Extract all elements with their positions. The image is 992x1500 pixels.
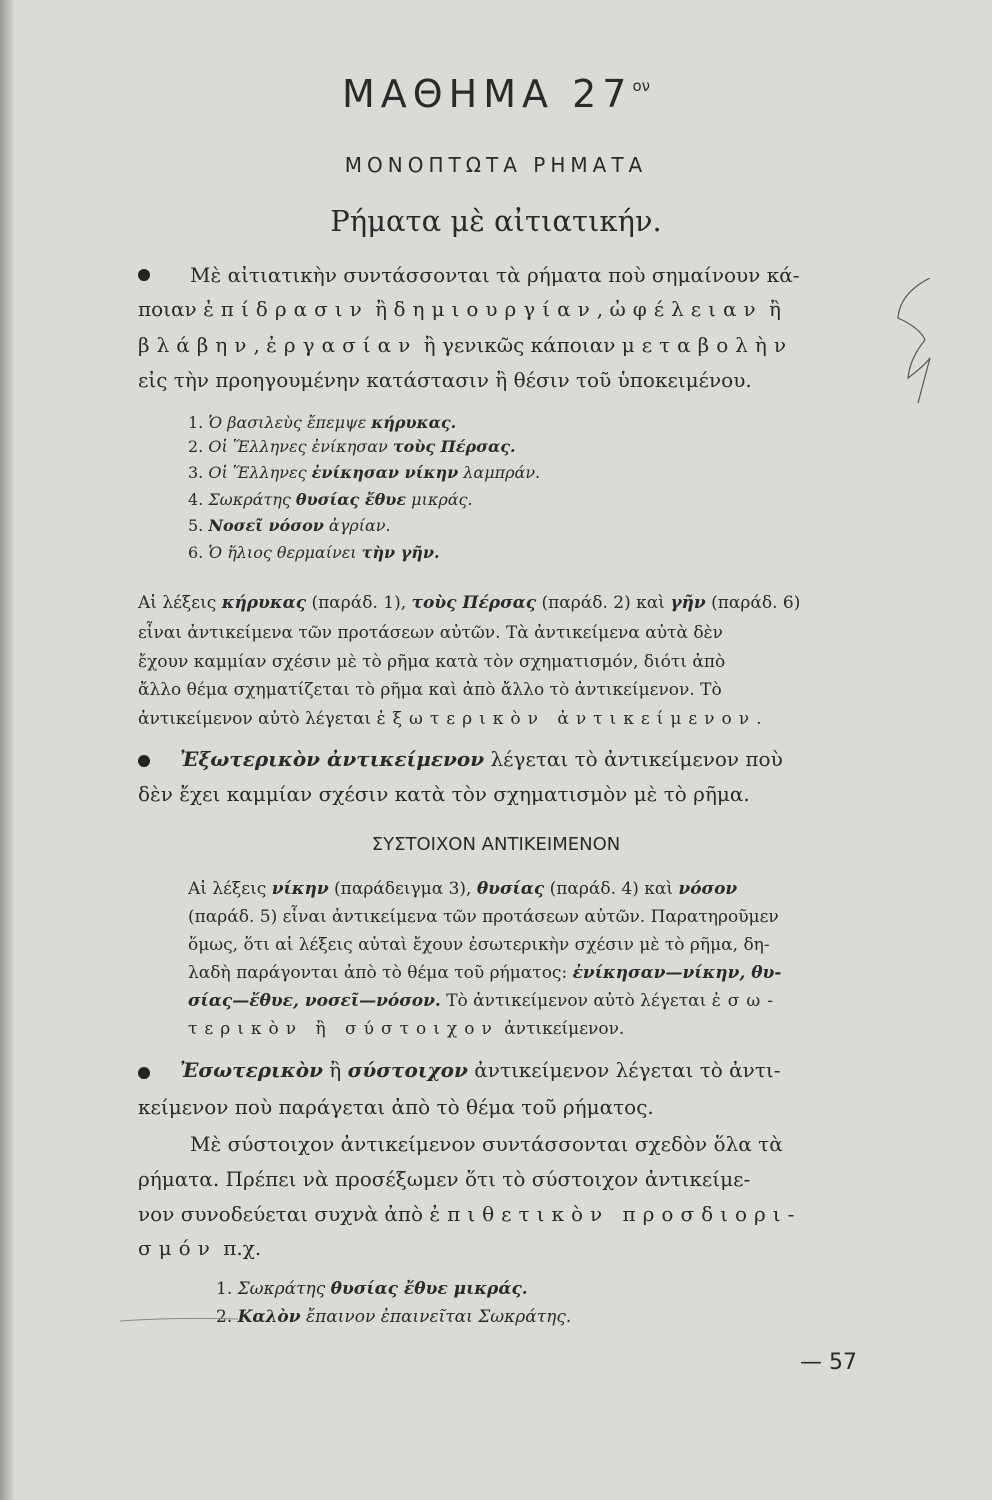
para1-line-5: ἀντικείμενον αὐτὸ λέγεται ἐξωτερικὸν ἀντικείμενον. — [138, 709, 769, 729]
example-item: 4. Σωκράτης θυσίας ἔθυε μικράς. — [188, 490, 473, 509]
para3-line-3: νον συνοδεύεται συχνὰ ἀπὸ ἐπιθετικὸν προσδιορι- — [138, 1202, 802, 1226]
example-item: 2. Καλὸν ἔπαινον ἐπαινεῖται Σωκράτης. — [216, 1307, 572, 1327]
bullet-icon — [138, 755, 150, 767]
para1-line-4: ἄλλο θέμα σχηματίζεται τὸ ρῆμα καὶ ἀπὸ ἄλλο τὸ ἀντικείμενον. Τὸ — [138, 680, 722, 700]
section-heading-2: ΣΥΣΤΟΙΧΟΝ ΑΝΤΙΚΕΙΜΕΝΟΝ — [371, 834, 621, 855]
para3-line-2: ρήματα. Πρέπει νὰ προσέξωμεν ὅτι τὸ σύστοιχον ἀντικείμε- — [138, 1167, 751, 1191]
para1-line-3: ἔχουν καμμίαν σχέσιν μὲ τὸ ρῆμα κατὰ τὸν σχηματισμόν, διότι ἀπὸ — [138, 652, 726, 672]
lesson-subtitle: ΜΟΝΟΠΤΩΤΑ ΡΗΜΑΤΑ — [344, 153, 648, 177]
example-item: 1. Ὁ βασιλεὺς ἔπεμψε κήρυκας. — [188, 413, 457, 432]
example-item: 2. Οἱ Ἕλληνες ἐνίκησαν τοὺς Πέρσας. — [188, 437, 516, 456]
section-heading: Ρήματα μὲ αἰτιατικήν. — [330, 204, 662, 238]
rule2-line-2: κείμενον ποὺ παράγεται ἀπὸ τὸ θέμα τοῦ ρήματος. — [138, 1095, 654, 1119]
page-number: — 57 — [800, 1350, 857, 1375]
intro-line-3: βλάβην, ἐργασίαν ἢ γενικῶς κάποιαν μεταβολὴν — [138, 333, 794, 357]
para2-line-5: σίας—ἔθυε, νοσεῖ—νόσον. Τὸ ἀντικείμενον αὐτὸ λέγεται ἐσω- — [188, 991, 781, 1011]
bullet-icon — [138, 269, 150, 281]
rule1-line-1: Ἐξωτερικὸν ἀντικείμενον λέγεται τὸ ἀντικείμενον ποὺ — [180, 747, 783, 771]
example-item: 1. Σωκράτης θυσίας ἔθυε μικράς. — [216, 1279, 528, 1299]
intro-line-2: ποιαν ἐπίδρασιν ἢ δημιουργίαν, ὠφέλειαν ἢ — [138, 297, 782, 321]
para2-line-3: ὅμως, ὅτι αἱ λέξεις αὐταὶ ἔχουν ἐσωτερικὴν σχέσιν μὲ τὸ ρῆμα, δη- — [188, 935, 770, 955]
para3-line-4: σμόν π.χ. — [138, 1236, 262, 1260]
para2-line-2: (παράδ. 5) εἶναι ἀντικείμενα τῶν προτάσεων αὐτῶν. Παρατηροῦμεν — [188, 907, 779, 927]
para2-line-4: λαδὴ παράγονται ἀπὸ τὸ θέμα τοῦ ρήματος: ἐνίκησαν—νίκην, θυ- — [188, 963, 782, 983]
example-item: 3. Οἱ Ἕλληνες ἐνίκησαν νίκην λαμπράν. — [188, 463, 541, 482]
margin-pencil-stroke-icon — [120, 1315, 240, 1325]
para1-line-1: Αἱ λέξεις κήρυκας (παράδ. 1), τοὺς Πέρσας (παράδ. 2) καὶ γῆν (παράδ. 6) — [138, 593, 801, 613]
bullet-icon — [138, 1067, 150, 1079]
para2-line-1: Αἱ λέξεις νίκην (παράδειγμα 3), θυσίας (παράδ. 4) καὶ νόσον — [188, 879, 738, 899]
para2-line-6: τερικὸν ἢ σύστοιχον ἀντικείμενον. — [188, 1019, 625, 1039]
para3-line-1: Μὲ σύστοιχον ἀντικείμενον συντάσσονται σχεδὸν ὅλα τὰ — [190, 1132, 783, 1156]
example-item: 5. Νοσεῖ νόσον ἀγρίαν. — [188, 516, 391, 535]
lesson-title: ΜΑΘΗΜΑ $27^{o\nu}$ — [341, 72, 651, 116]
intro-line-4: εἰς τὴν προηγουμένην κατάστασιν ἢ θέσιν τοῦ ὑποκειμένου. — [138, 368, 752, 392]
para1-line-2: εἶναι ἀντικείμενα τῶν προτάσεων αὐτῶν. Τὰ ἀντικείμενα αὐτὰ δὲν — [138, 623, 724, 643]
rule2-line-1: Ἐσωτερικὸν ἢ σύστοιχον ἀντικείμενον λέγεται τὸ ἀντι- — [180, 1058, 781, 1082]
intro-line-1: Μὲ αἰτιατικὴν συντάσσονται τὰ ρήματα ποὺ σημαίνουν κά- — [190, 263, 800, 287]
rule1-line-2: δὲν ἔχει καμμίαν σχέσιν κατὰ τὸν σχηματισμὸν μὲ τὸ ρῆμα. — [138, 782, 750, 806]
margin-pencil-mark-icon — [890, 278, 950, 408]
example-item: 6. Ὁ ἥλιος θερμαίνει τὴν γῆν. — [188, 543, 440, 562]
